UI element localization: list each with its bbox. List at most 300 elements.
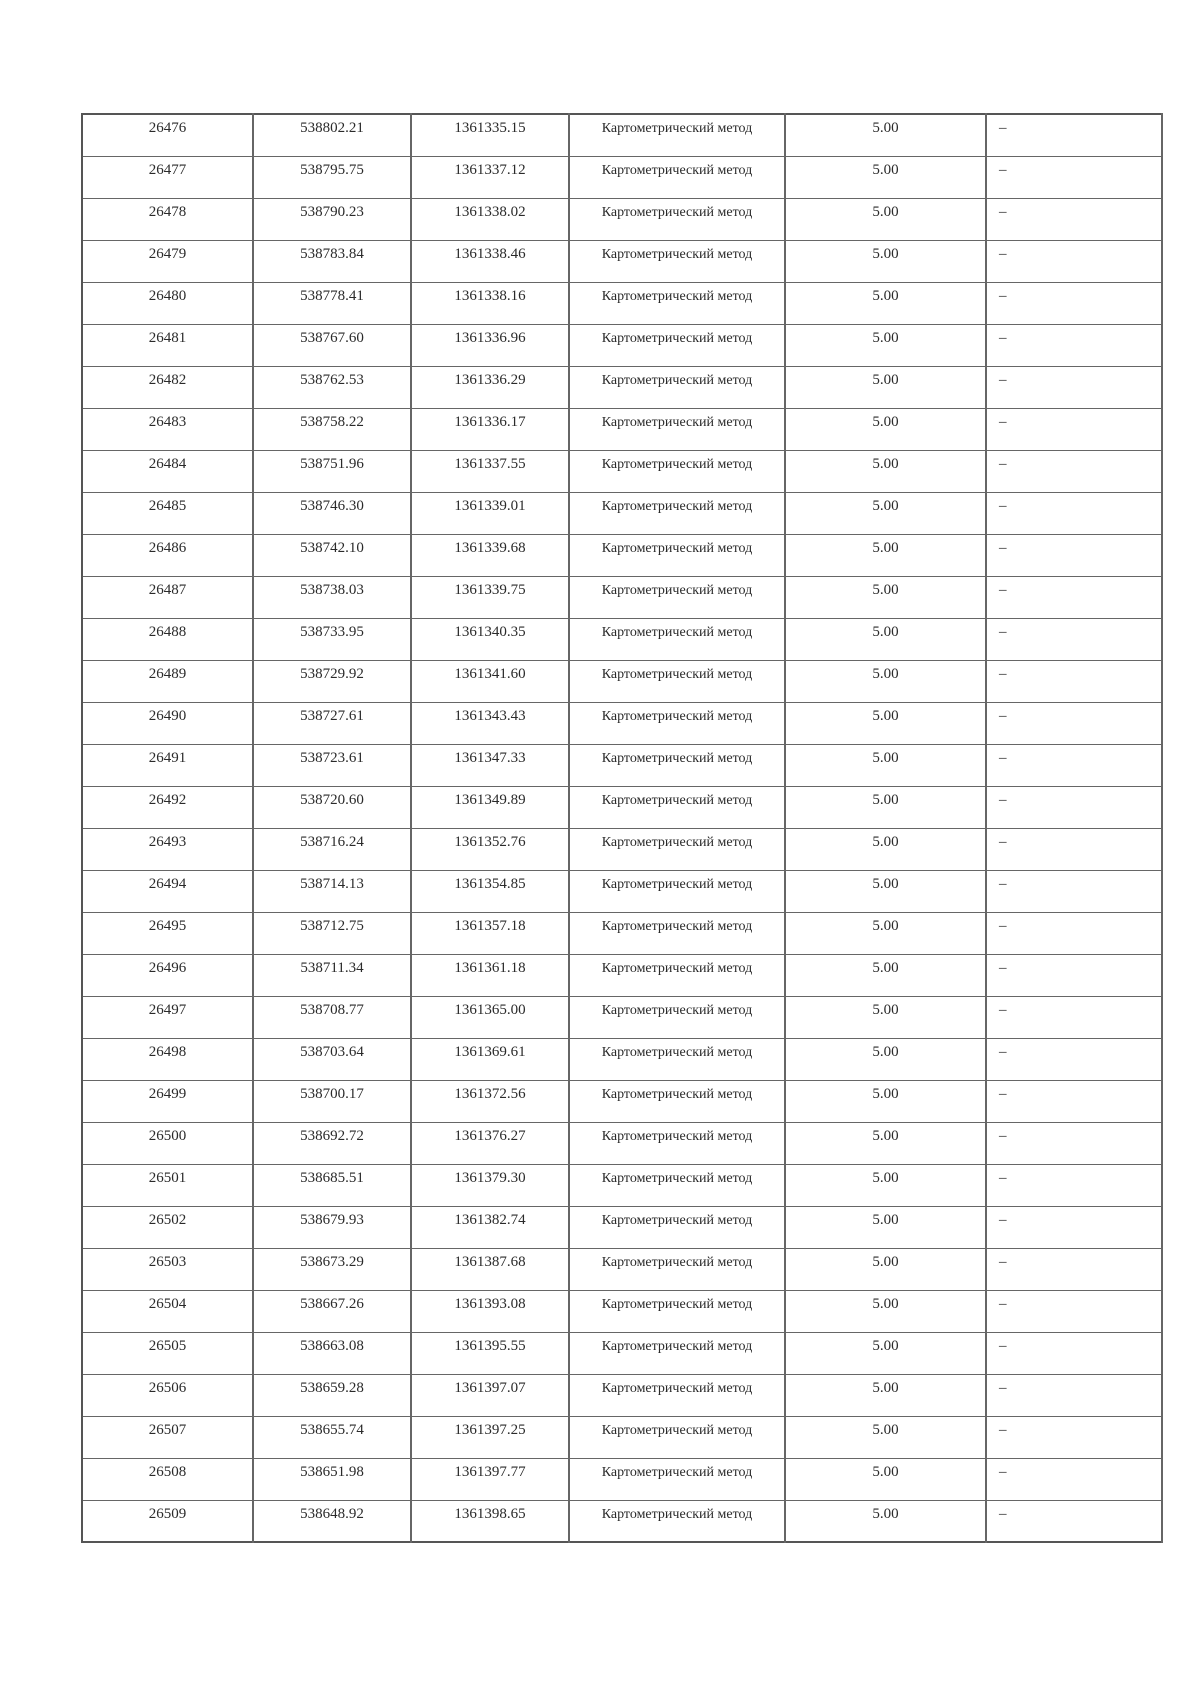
x-coordinate-text: 538651.98 — [300, 1463, 364, 1480]
table-row — [82, 786, 1162, 828]
point-number-cell — [82, 870, 253, 912]
x-coordinate-text: 538733.95 — [300, 623, 364, 640]
point-number-cell — [82, 282, 253, 324]
y-coordinate-text: 1361382.74 — [454, 1211, 526, 1228]
x-coordinate-cell — [253, 534, 411, 576]
method-cell — [569, 660, 785, 702]
x-coordinate-cell — [253, 618, 411, 660]
y-coordinate-text: 1361372.56 — [454, 1085, 526, 1102]
point-number-cell — [82, 660, 253, 702]
note-text: – — [999, 1295, 1007, 1312]
note-cell — [986, 1290, 1162, 1332]
table-row — [82, 1080, 1162, 1122]
point-number-text: 26502 — [148, 1211, 187, 1228]
y-coordinate-text: 1361341.60 — [454, 665, 526, 682]
point-number-cell — [82, 450, 253, 492]
accuracy-cell — [785, 1206, 986, 1248]
note-text: – — [999, 287, 1007, 304]
accuracy-cell — [785, 534, 986, 576]
point-number-cell — [82, 1038, 253, 1080]
point-number-text: 26484 — [148, 455, 187, 472]
table-row — [82, 702, 1162, 744]
note-cell — [986, 114, 1162, 156]
y-coordinate-text: 1361361.18 — [454, 959, 526, 976]
x-coordinate-cell — [253, 786, 411, 828]
accuracy-cell — [785, 702, 986, 744]
note-text: – — [999, 959, 1007, 976]
y-coordinate-text: 1361347.33 — [454, 749, 526, 766]
x-coordinate-cell — [253, 660, 411, 702]
note-cell — [986, 1458, 1162, 1500]
x-coordinate-cell — [253, 1500, 411, 1542]
point-number-cell — [82, 198, 253, 240]
method-cell — [569, 450, 785, 492]
note-text: – — [999, 917, 1007, 934]
point-number-cell — [82, 954, 253, 996]
accuracy-cell — [785, 492, 986, 534]
note-cell — [986, 1122, 1162, 1164]
y-coordinate-cell — [411, 492, 569, 534]
accuracy-text: 5.00 — [872, 1295, 899, 1312]
method-text: Картометрический метод — [601, 246, 753, 262]
table-row — [82, 912, 1162, 954]
accuracy-cell — [785, 1248, 986, 1290]
x-coordinate-text: 538716.24 — [300, 833, 364, 850]
x-coordinate-text: 538727.61 — [300, 707, 364, 724]
point-number-text: 26490 — [148, 707, 187, 724]
accuracy-text: 5.00 — [872, 791, 899, 808]
method-text: Картометрический метод — [601, 750, 753, 766]
table-row — [82, 660, 1162, 702]
point-number-cell — [82, 240, 253, 282]
method-text: Картометрический метод — [601, 792, 753, 808]
table-row — [82, 1122, 1162, 1164]
point-number-cell — [82, 1332, 253, 1374]
point-number-text: 26492 — [148, 791, 187, 808]
point-number-text: 26499 — [148, 1085, 187, 1102]
note-cell — [986, 786, 1162, 828]
method-text: Картометрический метод — [601, 1380, 753, 1396]
y-coordinate-cell — [411, 366, 569, 408]
y-coordinate-cell — [411, 912, 569, 954]
point-number-text: 26485 — [148, 497, 187, 514]
table-row — [82, 996, 1162, 1038]
y-coordinate-text: 1361337.55 — [454, 455, 526, 472]
method-cell — [569, 1500, 785, 1542]
y-coordinate-cell — [411, 1374, 569, 1416]
point-number-cell — [82, 156, 253, 198]
method-cell — [569, 1248, 785, 1290]
y-coordinate-cell — [411, 198, 569, 240]
note-text: – — [999, 875, 1007, 892]
accuracy-text: 5.00 — [872, 1505, 899, 1522]
note-cell — [986, 1206, 1162, 1248]
y-coordinate-cell — [411, 1038, 569, 1080]
method-text: Картометрический метод — [601, 456, 753, 472]
method-cell — [569, 954, 785, 996]
note-cell — [986, 702, 1162, 744]
method-text: Картометрический метод — [601, 624, 753, 640]
x-coordinate-text: 538711.34 — [300, 959, 364, 976]
accuracy-cell — [785, 1122, 986, 1164]
accuracy-text: 5.00 — [872, 1463, 899, 1480]
method-text: Картометрический метод — [601, 1464, 753, 1480]
note-text: – — [999, 1505, 1007, 1522]
table-row — [82, 1038, 1162, 1080]
point-number-text: 26482 — [148, 371, 187, 388]
table-row — [82, 408, 1162, 450]
point-number-cell — [82, 828, 253, 870]
y-coordinate-text: 1361339.75 — [454, 581, 526, 598]
note-text: – — [999, 1379, 1007, 1396]
note-text: – — [999, 413, 1007, 430]
x-coordinate-cell — [253, 576, 411, 618]
note-text: – — [999, 329, 1007, 346]
x-coordinate-text: 538783.84 — [300, 245, 364, 262]
note-text: – — [999, 833, 1007, 850]
accuracy-cell — [785, 1080, 986, 1122]
point-number-cell — [82, 786, 253, 828]
point-number-text: 26498 — [148, 1043, 187, 1060]
method-cell — [569, 912, 785, 954]
note-text: – — [999, 1001, 1007, 1018]
note-cell — [986, 996, 1162, 1038]
accuracy-text: 5.00 — [872, 833, 899, 850]
point-number-text: 26480 — [148, 287, 187, 304]
accuracy-text: 5.00 — [872, 413, 899, 430]
method-text: Картометрический метод — [601, 1506, 753, 1522]
accuracy-text: 5.00 — [872, 455, 899, 472]
table-row — [82, 954, 1162, 996]
y-coordinate-cell — [411, 828, 569, 870]
y-coordinate-cell — [411, 1206, 569, 1248]
x-coordinate-text: 538659.28 — [300, 1379, 364, 1396]
point-number-text: 26476 — [148, 120, 187, 136]
point-number-text: 26507 — [148, 1421, 187, 1438]
note-cell — [986, 870, 1162, 912]
note-text: – — [999, 1127, 1007, 1144]
accuracy-cell — [785, 1458, 986, 1500]
x-coordinate-cell — [253, 912, 411, 954]
y-coordinate-cell — [411, 1164, 569, 1206]
note-cell — [986, 1164, 1162, 1206]
x-coordinate-cell — [253, 1248, 411, 1290]
point-number-cell — [82, 1290, 253, 1332]
note-cell — [986, 1500, 1162, 1542]
point-number-text: 26487 — [148, 581, 187, 598]
method-text: Картометрический метод — [601, 330, 753, 346]
accuracy-text: 5.00 — [872, 1337, 899, 1354]
note-cell — [986, 828, 1162, 870]
coordinates-table — [81, 113, 1163, 1543]
method-text: Картометрический метод — [601, 1128, 753, 1144]
table-row — [82, 156, 1162, 198]
point-number-text: 26509 — [148, 1505, 187, 1522]
method-cell — [569, 240, 785, 282]
method-text: Картометрический метод — [601, 876, 753, 892]
method-cell — [569, 828, 785, 870]
y-coordinate-text: 1361340.35 — [454, 623, 526, 640]
y-coordinate-text: 1361338.16 — [454, 287, 526, 304]
x-coordinate-text: 538708.77 — [300, 1001, 364, 1018]
note-text: – — [999, 497, 1007, 514]
note-text: – — [999, 1253, 1007, 1270]
note-cell — [986, 1374, 1162, 1416]
method-text: Картометрический метод — [601, 204, 753, 220]
point-number-cell — [82, 1122, 253, 1164]
accuracy-cell — [785, 408, 986, 450]
method-text: Картометрический метод — [601, 1254, 753, 1270]
y-coordinate-text: 1361336.17 — [454, 413, 526, 430]
method-cell — [569, 534, 785, 576]
point-number-cell — [82, 324, 253, 366]
x-coordinate-cell — [253, 1458, 411, 1500]
y-coordinate-cell — [411, 240, 569, 282]
note-text: – — [999, 623, 1007, 640]
point-number-text: 26495 — [148, 917, 187, 934]
y-coordinate-cell — [411, 576, 569, 618]
y-coordinate-text: 1361337.12 — [454, 161, 526, 178]
accuracy-text: 5.00 — [872, 959, 899, 976]
note-cell — [986, 744, 1162, 786]
point-number-cell — [82, 1080, 253, 1122]
note-cell — [986, 534, 1162, 576]
point-number-text: 26493 — [148, 833, 187, 850]
note-text: – — [999, 245, 1007, 262]
method-cell — [569, 744, 785, 786]
accuracy-cell — [785, 156, 986, 198]
accuracy-cell — [785, 114, 986, 156]
accuracy-text: 5.00 — [872, 875, 899, 892]
y-coordinate-text: 1361397.77 — [454, 1463, 526, 1480]
y-coordinate-text: 1361376.27 — [454, 1127, 526, 1144]
y-coordinate-cell — [411, 1248, 569, 1290]
note-cell — [986, 1332, 1162, 1374]
method-text: Картометрический метод — [601, 288, 753, 304]
accuracy-text: 5.00 — [872, 749, 899, 766]
accuracy-cell — [785, 324, 986, 366]
y-coordinate-text: 1361395.55 — [454, 1337, 526, 1354]
y-coordinate-cell — [411, 156, 569, 198]
y-coordinate-text: 1361338.02 — [454, 203, 526, 220]
note-text: – — [999, 203, 1007, 220]
y-coordinate-text: 1361365.00 — [454, 1001, 526, 1018]
point-number-text: 26505 — [148, 1337, 187, 1354]
note-text: – — [999, 707, 1007, 724]
table-row — [82, 1290, 1162, 1332]
table-row — [82, 282, 1162, 324]
note-text: – — [999, 1169, 1007, 1186]
method-cell — [569, 1038, 785, 1080]
point-number-text: 26491 — [148, 749, 187, 766]
y-coordinate-text: 1361397.25 — [454, 1421, 526, 1438]
y-coordinate-text: 1361387.68 — [454, 1253, 526, 1270]
method-cell — [569, 1458, 785, 1500]
x-coordinate-cell — [253, 702, 411, 744]
note-cell — [986, 450, 1162, 492]
note-text: – — [999, 1211, 1007, 1228]
point-number-cell — [82, 1500, 253, 1542]
x-coordinate-text: 538723.61 — [300, 749, 364, 766]
accuracy-text: 5.00 — [872, 203, 899, 220]
note-text: – — [999, 371, 1007, 388]
x-coordinate-cell — [253, 954, 411, 996]
method-text: Картометрический метод — [601, 162, 753, 178]
note-cell — [986, 1248, 1162, 1290]
method-text: Картометрический метод — [601, 960, 753, 976]
y-coordinate-cell — [411, 786, 569, 828]
x-coordinate-text: 538767.60 — [300, 329, 364, 346]
y-coordinate-cell — [411, 408, 569, 450]
accuracy-text: 5.00 — [872, 120, 899, 136]
method-cell — [569, 576, 785, 618]
point-number-cell — [82, 1248, 253, 1290]
y-coordinate-text: 1361343.43 — [454, 707, 526, 724]
note-cell — [986, 1080, 1162, 1122]
y-coordinate-text: 1361339.68 — [454, 539, 526, 556]
x-coordinate-cell — [253, 870, 411, 912]
note-text: – — [999, 749, 1007, 766]
accuracy-cell — [785, 1332, 986, 1374]
note-text: – — [999, 1463, 1007, 1480]
note-cell — [986, 240, 1162, 282]
table-row — [82, 450, 1162, 492]
y-coordinate-text: 1361398.65 — [454, 1505, 526, 1522]
accuracy-text: 5.00 — [872, 1085, 899, 1102]
point-number-text: 26504 — [148, 1295, 187, 1312]
accuracy-text: 5.00 — [872, 161, 899, 178]
accuracy-cell — [785, 1164, 986, 1206]
x-coordinate-cell — [253, 744, 411, 786]
point-number-text: 26500 — [148, 1127, 187, 1144]
x-coordinate-text: 538667.26 — [300, 1295, 364, 1312]
y-coordinate-text: 1361349.89 — [454, 791, 526, 808]
x-coordinate-text: 538655.74 — [300, 1421, 364, 1438]
y-coordinate-cell — [411, 618, 569, 660]
point-number-cell — [82, 1374, 253, 1416]
table-row — [82, 366, 1162, 408]
x-coordinate-text: 538703.64 — [300, 1043, 364, 1060]
note-text: – — [999, 1337, 1007, 1354]
method-text: Картометрический метод — [601, 1212, 753, 1228]
x-coordinate-cell — [253, 240, 411, 282]
x-coordinate-cell — [253, 1290, 411, 1332]
table-row — [82, 828, 1162, 870]
note-cell — [986, 576, 1162, 618]
method-text: Картометрический метод — [601, 582, 753, 598]
accuracy-text: 5.00 — [872, 1001, 899, 1018]
table-row — [82, 744, 1162, 786]
accuracy-cell — [785, 450, 986, 492]
method-text: Картометрический метод — [601, 834, 753, 850]
x-coordinate-cell — [253, 366, 411, 408]
y-coordinate-cell — [411, 450, 569, 492]
y-coordinate-cell — [411, 744, 569, 786]
x-coordinate-text: 538714.13 — [300, 875, 364, 892]
method-cell — [569, 702, 785, 744]
point-number-cell — [82, 1416, 253, 1458]
x-coordinate-cell — [253, 1374, 411, 1416]
x-coordinate-text: 538685.51 — [300, 1169, 364, 1186]
method-text: Картометрический метод — [601, 708, 753, 724]
method-cell — [569, 1332, 785, 1374]
x-coordinate-cell — [253, 492, 411, 534]
method-text: Картометрический метод — [601, 1002, 753, 1018]
note-text: – — [999, 581, 1007, 598]
method-text: Картометрический метод — [601, 1170, 753, 1186]
accuracy-cell — [785, 744, 986, 786]
x-coordinate-text: 538802.21 — [300, 120, 364, 136]
point-number-cell — [82, 366, 253, 408]
method-text: Картометрический метод — [601, 1086, 753, 1102]
accuracy-cell — [785, 240, 986, 282]
point-number-cell — [82, 744, 253, 786]
accuracy-text: 5.00 — [872, 1421, 899, 1438]
accuracy-cell — [785, 954, 986, 996]
accuracy-text: 5.00 — [872, 623, 899, 640]
x-coordinate-cell — [253, 324, 411, 366]
table-row — [82, 1458, 1162, 1500]
accuracy-text: 5.00 — [872, 1169, 899, 1186]
table-row — [82, 492, 1162, 534]
y-coordinate-text: 1361352.76 — [454, 833, 526, 850]
y-coordinate-cell — [411, 1290, 569, 1332]
accuracy-text: 5.00 — [872, 245, 899, 262]
x-coordinate-text: 538790.23 — [300, 203, 364, 220]
method-text: Картометрический метод — [601, 918, 753, 934]
x-coordinate-cell — [253, 1080, 411, 1122]
y-coordinate-text: 1361354.85 — [454, 875, 526, 892]
x-coordinate-cell — [253, 1206, 411, 1248]
x-coordinate-text: 538663.08 — [300, 1337, 364, 1354]
accuracy-cell — [785, 996, 986, 1038]
accuracy-cell — [785, 660, 986, 702]
method-cell — [569, 1164, 785, 1206]
note-cell — [986, 408, 1162, 450]
x-coordinate-text: 538742.10 — [300, 539, 364, 556]
point-number-text: 26501 — [148, 1169, 187, 1186]
note-cell — [986, 366, 1162, 408]
method-text: Картометрический метод — [601, 498, 753, 514]
point-number-cell — [82, 702, 253, 744]
point-number-cell — [82, 1164, 253, 1206]
point-number-cell — [82, 1206, 253, 1248]
accuracy-text: 5.00 — [872, 287, 899, 304]
y-coordinate-cell — [411, 996, 569, 1038]
accuracy-cell — [785, 198, 986, 240]
accuracy-cell — [785, 282, 986, 324]
accuracy-cell — [785, 786, 986, 828]
note-cell — [986, 324, 1162, 366]
table-row — [82, 618, 1162, 660]
x-coordinate-text: 538738.03 — [300, 581, 364, 598]
x-coordinate-cell — [253, 156, 411, 198]
point-number-text: 26483 — [148, 413, 187, 430]
x-coordinate-cell — [253, 450, 411, 492]
x-coordinate-cell — [253, 828, 411, 870]
note-text: – — [999, 1421, 1007, 1438]
accuracy-text: 5.00 — [872, 539, 899, 556]
method-cell — [569, 492, 785, 534]
y-coordinate-text: 1361338.46 — [454, 245, 526, 262]
table-row — [82, 1248, 1162, 1290]
point-number-text: 26481 — [148, 329, 187, 346]
table-row — [82, 1164, 1162, 1206]
note-text: – — [999, 1043, 1007, 1060]
point-number-text: 26506 — [148, 1379, 187, 1396]
method-text: Картометрический метод — [601, 121, 753, 136]
method-cell — [569, 366, 785, 408]
